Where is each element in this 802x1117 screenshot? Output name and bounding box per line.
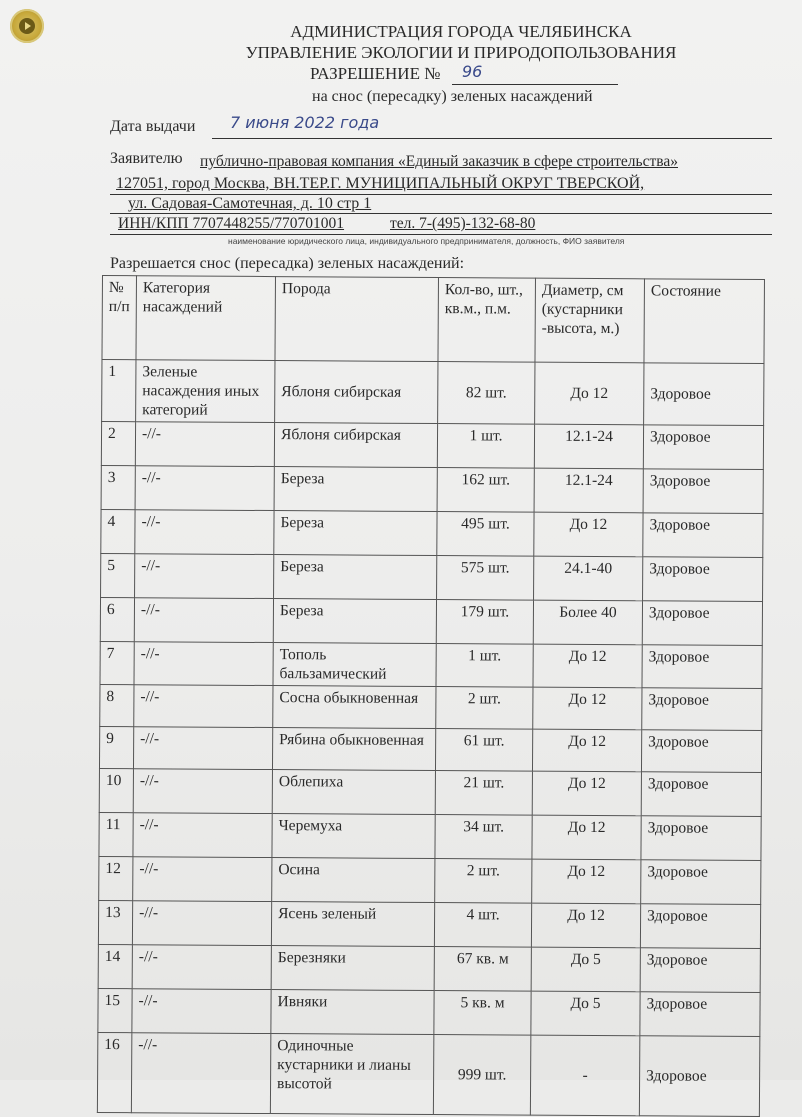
cell-diameter: До 12 <box>532 815 641 860</box>
header-category: Категория насаждений <box>136 276 276 361</box>
cell-species: Береза <box>274 555 437 600</box>
cell-condition: Здоровое <box>642 601 762 646</box>
cell-category: -//- <box>133 813 272 858</box>
cell-diameter: До 12 <box>532 729 641 772</box>
cell-number: 2 <box>101 422 135 466</box>
table-row <box>101 422 763 470</box>
cell-species: Одиночные кустарники и лианы высотой <box>270 1034 433 1115</box>
cell-number: 10 <box>99 768 133 812</box>
org-name: АДМИНИСТРАЦИЯ ГОРОДА ЧЕЛЯБИНСКА <box>290 22 632 41</box>
table-row <box>100 684 762 730</box>
cell-quantity: 82 шт. <box>438 362 535 425</box>
cell-condition: Здоровое <box>640 904 760 949</box>
cell-number: 13 <box>98 900 132 944</box>
table-row <box>100 641 762 688</box>
applicant-label: Заявителю <box>110 150 183 167</box>
address-line-3 <box>110 234 772 235</box>
cell-condition: Здоровое <box>642 645 762 689</box>
header-number: № п/п <box>102 276 137 360</box>
cell-number: 16 <box>97 1032 131 1112</box>
header-quantity: Кол-во, шт., кв.м., п.м. <box>438 278 536 363</box>
cell-condition: Здоровое <box>643 425 763 470</box>
cell-condition: Здоровое <box>641 860 761 905</box>
cell-species: Рябина обыкновенная <box>272 728 435 771</box>
cell-diameter: 12.1-24 <box>534 424 643 469</box>
cell-number: 6 <box>100 597 134 641</box>
permit-number: 96 <box>462 62 483 81</box>
table-row <box>97 1032 759 1116</box>
permit-subtitle: на снос (пересадку) зеленых насаждений <box>312 88 593 105</box>
cell-category: -//- <box>135 510 274 555</box>
cell-diameter: Более 40 <box>533 600 642 645</box>
cell-condition: Здоровое <box>641 730 761 773</box>
cell-category: -//- <box>133 857 272 902</box>
cell-category: -//- <box>132 945 271 990</box>
cell-quantity: 34 шт. <box>435 815 532 860</box>
cell-species: Осина <box>272 858 435 903</box>
cell-number: 7 <box>100 641 134 684</box>
cell-quantity: 1 шт. <box>437 424 534 469</box>
cell-category: Зеленые насаждения иных категорий <box>136 360 275 423</box>
cell-number: 5 <box>101 553 135 597</box>
cell-category: -//- <box>133 727 272 770</box>
cell-quantity: 1 шт. <box>436 644 533 688</box>
table-row <box>99 726 761 772</box>
cell-category: -//- <box>134 685 273 728</box>
table-row <box>99 812 761 860</box>
cell-category: -//- <box>135 422 274 467</box>
cell-quantity: 61 шт. <box>435 729 532 772</box>
cell-category: -//- <box>134 642 273 686</box>
table-intro: Разрешается снос (пересадка) зеленых насаждений: <box>110 255 465 272</box>
trees-table <box>97 275 765 1117</box>
cell-species: Яблоня сибирская <box>275 361 438 424</box>
applicant-name: публично-правовая компания «Единый заказчик в сфере строительства» <box>200 153 678 170</box>
issue-date-line <box>212 138 772 139</box>
cell-quantity: 2 шт. <box>436 687 533 730</box>
cell-species: Береза <box>273 599 436 644</box>
cell-quantity: 2 шт. <box>435 859 532 904</box>
cell-quantity: 4 шт. <box>434 903 531 948</box>
cell-condition: Здоровое <box>643 513 763 558</box>
table-row <box>100 597 762 645</box>
cell-condition: Здоровое <box>641 772 761 817</box>
cell-number: 12 <box>99 856 133 900</box>
cell-species: Облепиха <box>272 770 435 815</box>
cell-quantity: 495 шт. <box>437 512 534 557</box>
cell-species: Яблоня сибирская <box>274 423 437 468</box>
cell-number: 3 <box>101 465 135 509</box>
cell-category: -//- <box>132 989 271 1034</box>
cell-condition: Здоровое <box>641 816 761 861</box>
cell-category: -//- <box>135 554 274 599</box>
cell-species: Береза <box>274 511 437 556</box>
cell-quantity: 67 кв. м <box>434 947 531 992</box>
cell-condition: Здоровое <box>642 688 762 731</box>
applicant-address-2: ул. Садовая-Самотечная, д. 10 стр 1 <box>128 195 372 212</box>
cell-quantity: 162 шт. <box>437 468 534 513</box>
table-header-row <box>102 276 765 364</box>
header-condition: Состояние <box>644 279 765 364</box>
table-row <box>98 944 760 992</box>
table-row <box>101 509 763 557</box>
cell-number: 15 <box>98 988 132 1032</box>
cell-species: Березняки <box>271 946 434 991</box>
cell-condition: Здоровое <box>639 1036 759 1117</box>
cell-number: 8 <box>100 684 134 726</box>
cell-diameter: - <box>530 1035 639 1116</box>
cell-diameter: 24.1-40 <box>534 556 643 601</box>
table-row <box>101 553 763 601</box>
cell-condition: Здоровое <box>640 948 760 993</box>
play-icon <box>19 18 35 34</box>
cell-quantity: 21 шт. <box>435 771 532 816</box>
permit-number-line <box>452 84 618 85</box>
department-name: УПРАВЛЕНИЕ ЭКОЛОГИИ И ПРИРОДОПОЛЬЗОВАНИЯ <box>245 43 677 62</box>
cell-diameter: До 12 <box>533 644 642 688</box>
applicant-address-1: 127051, город Москва, ВН.ТЕР.Г. МУНИЦИПАЛЬНЫЙ ОКРУГ ТВЕРСКОЙ, <box>116 175 645 192</box>
applicant-phone: тел. 7-(495)-132-68-80 <box>390 215 536 232</box>
cell-number: 14 <box>98 944 132 988</box>
cell-category: -//- <box>134 598 273 643</box>
applicant-inn: ИНН/КПП 7707448255/770701001 <box>118 215 345 232</box>
cell-category: -//- <box>133 769 272 814</box>
cell-condition: Здоровое <box>644 363 764 426</box>
cell-species: Сосна обыкновенная <box>273 686 436 729</box>
table-row <box>98 988 760 1036</box>
cell-species: Береза <box>274 467 437 512</box>
header-species: Порода <box>275 277 439 362</box>
cell-category: -//- <box>131 1033 270 1114</box>
cell-species: Тополь бальзамический <box>273 643 436 687</box>
cell-diameter: До 12 <box>535 362 644 425</box>
table-row <box>102 360 764 426</box>
table-row <box>99 768 761 816</box>
cell-number: 4 <box>101 509 135 553</box>
applicant-caption: наименование юридического лица, индивидуального предпринимателя, должность, ФИО заявителя <box>228 236 625 246</box>
cell-number: 9 <box>99 726 133 768</box>
cell-quantity: 999 шт. <box>433 1035 530 1116</box>
table-row <box>99 856 761 904</box>
cell-diameter: До 12 <box>533 687 642 730</box>
table-row <box>98 900 760 948</box>
table-row <box>101 465 763 513</box>
cell-species: Черемуха <box>272 814 435 859</box>
cell-number: 11 <box>99 812 133 856</box>
issue-date-value: 7 июня 2022 года <box>230 113 380 132</box>
cell-category: -//- <box>135 466 274 511</box>
cell-condition: Здоровое <box>643 469 763 514</box>
cell-diameter: До 5 <box>531 947 640 992</box>
cell-quantity: 179 шт. <box>436 600 533 645</box>
permit-label: РАЗРЕШЕНИЕ № <box>310 64 441 83</box>
cell-diameter: До 12 <box>531 903 640 948</box>
cell-quantity: 5 кв. м <box>434 991 531 1036</box>
cell-diameter: До 5 <box>531 991 640 1036</box>
cell-diameter: До 12 <box>532 771 641 816</box>
cell-diameter: 12.1-24 <box>534 468 643 513</box>
cell-species: Ивняки <box>271 990 434 1035</box>
cell-diameter: До 12 <box>534 512 643 557</box>
header-diameter: Диаметр, см (кустарники -высота, м.) <box>535 278 645 363</box>
cell-quantity: 575 шт. <box>437 556 534 601</box>
cell-condition: Здоровое <box>643 557 763 602</box>
cell-condition: Здоровое <box>640 992 760 1037</box>
address-line-2 <box>110 213 772 214</box>
cell-species: Ясень зеленый <box>271 902 434 947</box>
cell-number: 1 <box>102 360 136 422</box>
cell-diameter: До 12 <box>532 859 641 904</box>
app-logo-icon[interactable] <box>10 9 44 43</box>
cell-category: -//- <box>132 901 271 946</box>
issue-date-label: Дата выдачи <box>110 118 196 135</box>
